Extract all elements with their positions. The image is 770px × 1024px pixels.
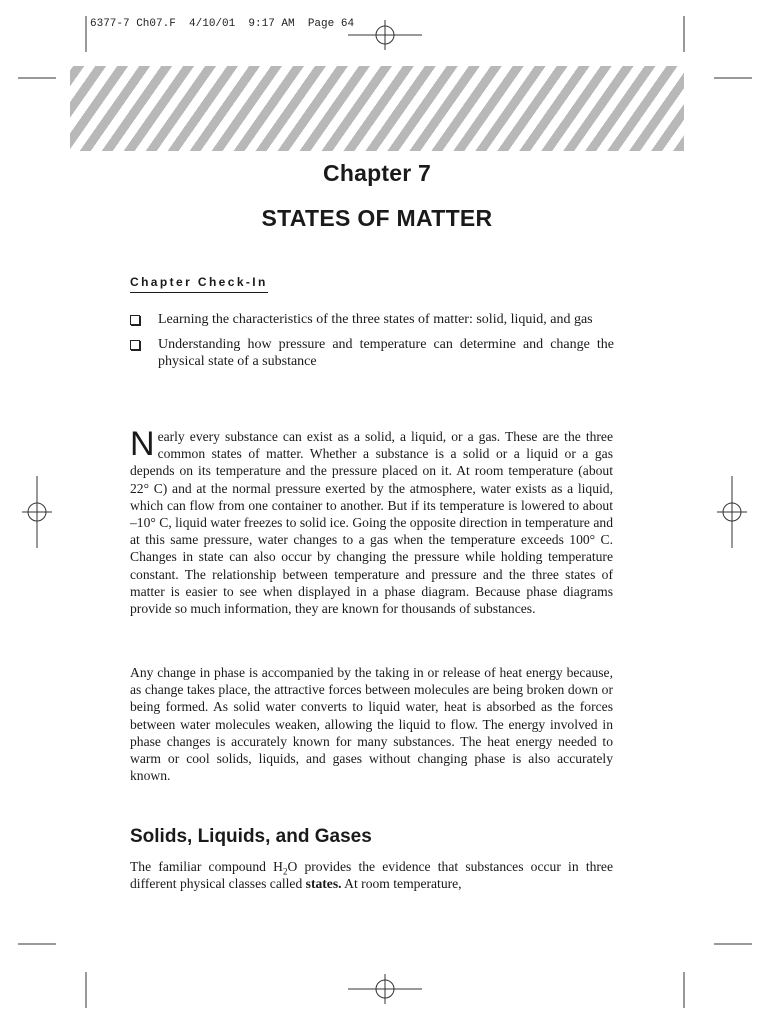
registration-mark-right <box>717 476 747 548</box>
chapter-number: Chapter 7 <box>323 160 431 186</box>
chapter-check-in-heading: Chapter Check-In <box>130 275 268 293</box>
checkbox-icon <box>130 315 140 325</box>
intro-paragraph-2: Any change in phase is accompanied by the taking in or release of heat energy because, as change takes place, the attractive forces between molecules are being broken down or being formed. As solid water converts to liquid water, heat is absorbed as the forces between water molecules weaken, allowing the liquid to flow. The energy involved in phase changes is accurately known for many substances. The heat energy needed to warm or cool solids, liquids, and gases without changing phase is also accurately known. <box>130 665 613 784</box>
section-text-end: At room temperature, <box>341 876 462 892</box>
chapter-banner <box>70 66 684 151</box>
section-paragraph <box>130 858 613 892</box>
section-text-mid: O provides the evidence that substances occur in three different physical classes called <box>130 859 613 892</box>
intro-paragraph-1 <box>130 425 613 617</box>
intro-paragraph-1-text: early every substance can exist as a solid, a liquid, or a gas. These are the three common states of matter. Whether a substance is a solid or a liquid or a gas depends on its temperature and the pressure placed on it. At room temperature (about 22° C) and at the normal pressure exerted by the atmosphere, water exists as a liquid, which can flow from one container to another. But if its temperature is lowered to about –10° C, liquid water freezes to solid ice. Going the opposite direction in temperature and at this same pressure, water changes to a gas when the temperature exceeds 100° C. Changes in state can also occur by changing the pressure while holding temperature constant. The relationship between temperature and pressure and the three states of matter is easier to see when displayed in a phase diagram. Because phase diagrams provide so much information, they are known for thousands of substances. <box>130 429 613 617</box>
check-in-list <box>130 311 614 378</box>
term-states: states. <box>305 876 342 892</box>
registration-mark-top <box>348 20 422 50</box>
print-slug: 6377-7 Ch07.F 4/10/01 9:17 AM Page 64 <box>90 18 355 30</box>
subscript-two: 2 <box>282 866 288 877</box>
section-heading: Solids, Liquids, and Gases <box>130 826 372 847</box>
registration-mark-bottom <box>348 974 422 1004</box>
check-in-item <box>130 311 614 328</box>
check-in-item-text: Learning the characteristics of the three states of matter: solid, liquid, and gas <box>158 312 593 327</box>
chapter-title: STATES OF MATTER <box>261 205 493 231</box>
drop-cap: N <box>130 425 155 463</box>
registration-mark-left <box>22 476 52 548</box>
check-in-item <box>130 336 614 370</box>
section-text-start: The familiar compound H <box>130 859 283 874</box>
check-in-item-text: Understanding how pressure and temperature can determine and change the physical state of a substance <box>158 337 614 369</box>
checkbox-icon <box>130 340 140 350</box>
